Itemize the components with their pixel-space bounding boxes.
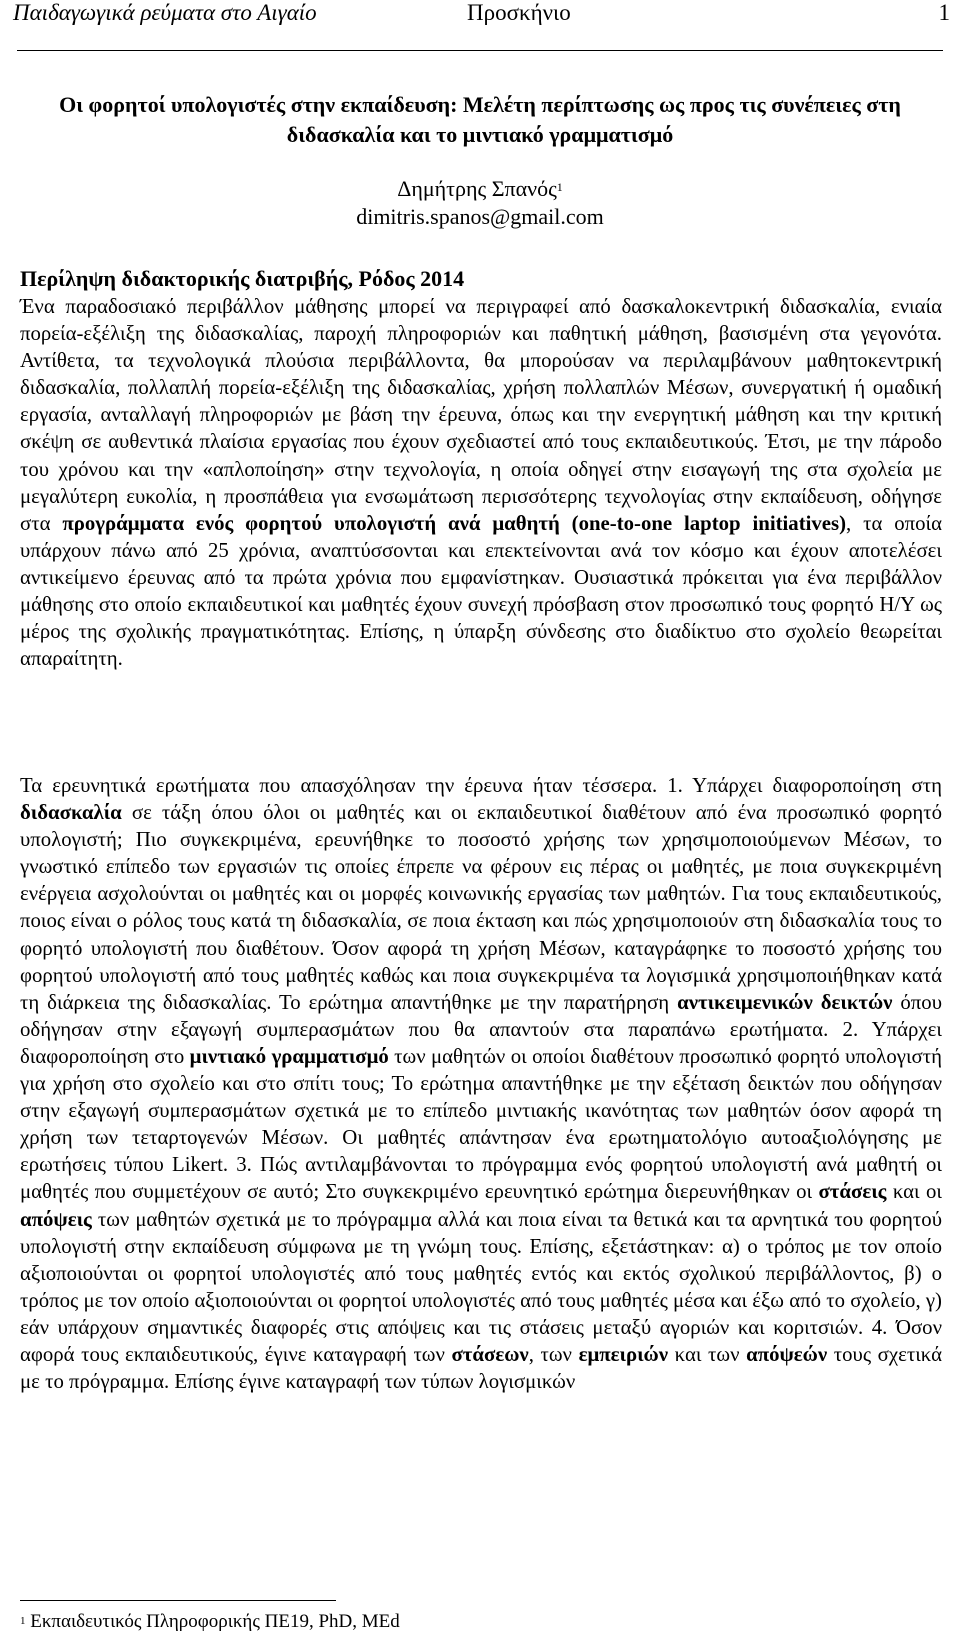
text-run: των μαθητών σχετικά με το πρόγραμμα αλλά και ποια είναι τα θετικά και τα αρνητικά του φορητού υπολογιστή στην εκπαίδευση σύμφωνα με τη γνώμη τους. Επίσης, εξετάστηκαν: α) ο τρόπος με τον οποίο αξιοποιούνται οι φορητοί υπολογιστές από τους μαθητές εντός και εκτός σχολικού περιβάλλοντος, β) ο τρόπος με τον οποίο αξιοποιούνται οι φορητοί υπολογιστές από τους μαθητές μέσα και έξω από το σχολείο, γ) εάν υπάρχουν σημαντικές διαφορές στις απόψεις και τις στάσεις μεταξύ αγοριών και κοριτσιών. 4. Όσον αφορά τους εκπαιδευτικούς, έγινε καταγραφή των [20, 1207, 942, 1366]
author-line [20, 176, 940, 202]
footnote [20, 1610, 400, 1634]
text-run: , τα οποία υπάρχουν πάνω από 25 χρόνια, αναπτύσσονται και επεκτείνονται ανά τον κόσμο και έχουν αποτελέσει αντικείμενο έρευνας από τα πρώτα χρόνια που εμφανίστηκαν. Ουσιαστικά πρόκειται για ένα περιβάλλον μάθησης στο οποίο εκπαιδευτικοί και μαθητές έχουν συνεχή πρόσβαση στον προσωπικό τους φορητό Η/Υ ως μέρος της σχολικής πραγματικότητας. Επίσης, η ύπαρξη σύνδεσης στο διαδίκτυο στο σχολείο θεωρείται απαραίτητη. [20, 511, 942, 671]
footnote-divider [20, 1600, 336, 1601]
author-email[interactable]: dimitris.spanos@gmail.com [356, 204, 604, 229]
author-footnote-mark: 1 [556, 180, 563, 194]
text-run: , των [528, 1342, 579, 1366]
bold-text-run: απόψεών [746, 1342, 828, 1366]
page-number: 1 [938, 0, 950, 25]
text-run: τους σχετικά με το πρόγραμμα. Επίσης έγινε καταγραφή των τύπων λογισμικών [20, 1342, 942, 1394]
bold-text-run: αντικειμενικών δεικτών [677, 990, 893, 1014]
abstract-heading: Περίληψη διδακτορικής διατριβής, Ρόδος 2014 [20, 266, 465, 291]
bold-text-run: απόψεις [20, 1207, 92, 1231]
bold-text-run: διδασκαλία [20, 801, 122, 825]
bold-text-run: στάσεων [451, 1342, 529, 1366]
body-paragraph [20, 772, 942, 1395]
text-run: Τα ερευνητικά ερωτήματα που απασχόλησαν την έρευνα ήταν τέσσερα. 1. Υπάρχει διαφοροποίηση στη [20, 774, 942, 797]
header-divider [17, 50, 943, 51]
body-paragraph [20, 293, 942, 672]
journal-title: Παιδαγωγικά ρεύματα στο Αιγαίο [13, 0, 317, 25]
text-run: και οι [886, 1180, 942, 1204]
text-run: Ένα παραδοσιακό περιβάλλον μάθησης μπορεί να περιγραφεί από δασκαλοκεντρική διδασκαλία, ενιαία πορεία-εξέλιξη της διδασκαλίας, παροχή πληροφοριών και παθητική μάθηση, βασισμένη στα γεγονότα. Αντίθετα, τα τεχνολογικά πλούσια περιβάλλοντα, θα μπορούσαν να περιλαμβάνουν μαθητοκεντρική διδασκαλία, πολλαπλή πορεία-εξέλιξη της διδασκαλίας, χρήση πολλαπλών Μέσων, συνεργατική ή ομαδική εργασία, ανταλλαγή πληροφοριών με βάση την έρευνα, όπως και την ενεργητική μάθηση και την κριτική σκέψη σε αυθεντικά πλαίσια εργασίας που έχουν σχεδιαστεί από τους εκπαιδευτικούς. Έτσι, με την πάροδο του χρόνου και την «απλοποίηση» στην τεχνολογία, η οποία οδηγεί στην εισαγωγή της στα σχολεία με μεγαλύτερη ευκολία, η προσπάθεια για ενσωμάτωση περισσότερης τεχνολογίας στην εκπαίδευση, οδήγησε στα [20, 295, 942, 535]
paper-title: Οι φορητοί υπολογιστές στην εκπαίδευση: Μελέτη περίπτωσης ως προς τις συνέπειες στη διδασκαλία και το μιντιακό γραμματισμό [59, 92, 901, 147]
bold-text-run: εμπειριών [578, 1342, 669, 1366]
bold-text-run: προγράμματα ενός φορητού υπολογιστή ανά μαθητή (one-to-one laptop initiatives) [62, 511, 847, 535]
footnote-text: Εκπαιδευτικός Πληροφορικής ΠΕ19, PhD, MEd [30, 1611, 400, 1632]
bold-text-run: στάσεις [818, 1180, 887, 1204]
text-run: όπου οδήγησαν στην εξαγωγή συμπερασμάτων που θα απαντούν στα παραπάνω ερωτήματα. 2. Υπάρχει διαφοροποίηση στο [20, 990, 943, 1068]
text-run: των μαθητών οι οποίοι διαθέτουν προσωπικό φορητό υπολογιστή για χρήση στο σχολείο και στο σπίτι τους; Το ερώτημα απαντήθηκε με την εξέταση δεικτών που οδήγησαν στην εξαγωγή συμπερασμάτων σχετικά με το επίπεδο μιντιακής ικανότητας των μαθητών όσον αφορά τη χρήση των τεταρτογενών Μέσων. Οι μαθητές απάντησαν ένα ερωτηματολόγιο αυτοαξιολόγησης με ερωτήσεις τύπου Likert. 3. Πώς αντιλαμβάνονται το πρόγραμμα ενός φορητού υπολογιστή ανά μαθητή οι μαθητές που συμμετέχουν σε αυτό; Στο συγκεκριμένο ερευνητικό ερώτημα διερευνήθηκαν οι [20, 1044, 942, 1204]
text-run: σε τάξη όπου όλοι οι μαθητές και οι εκπαιδευτικοί διαθέτουν από ένα προσωπικό φορητό υπολογιστή; Πιο συγκεκριμένα, ερευνήθηκε το ποσοστό χρήσης των χρησιμοποιούμενων Μέσων, το γνωστικό επίπεδο των εργασιών τις οποίες έπρεπε να φέρουν εις πέρας οι μαθητές, με ποια συγκεκριμένη ενέργεια ασχολούνται οι μαθητές και οι μορφές κοινωνικής εργασίας των μαθητών. Για τους εκπαιδευτικούς, ποιος είναι ο ρόλος τους κατά τη διδασκαλία, σε ποια έκταση και πώς χρησιμοποιούν στη διδασκαλία τους το φορητό υπολογιστή που διαθέτουν. Όσον αφορά τη χρήση Μέσων, καταγράφηκε το ποσοστό χρήσης του φορητού υπολογιστή από τους μαθητές καθώς και ποια συγκεκριμένα τα λογισμικά χρησιμοποιήθηκαν κατά τη διάρκεια της διδασκαλίας. Το ερώτημα απαντήθηκε με την παρατήρηση [20, 801, 942, 1014]
author-name: Δημήτρης Σπανός [397, 176, 557, 201]
footnote-mark: 1 [20, 1615, 26, 1627]
bold-text-run: μιντιακό γραμματισμό [189, 1044, 389, 1068]
text-run: και των [668, 1342, 747, 1366]
page-header [13, 0, 960, 30]
section-name: Προσκήνιο [467, 0, 571, 25]
